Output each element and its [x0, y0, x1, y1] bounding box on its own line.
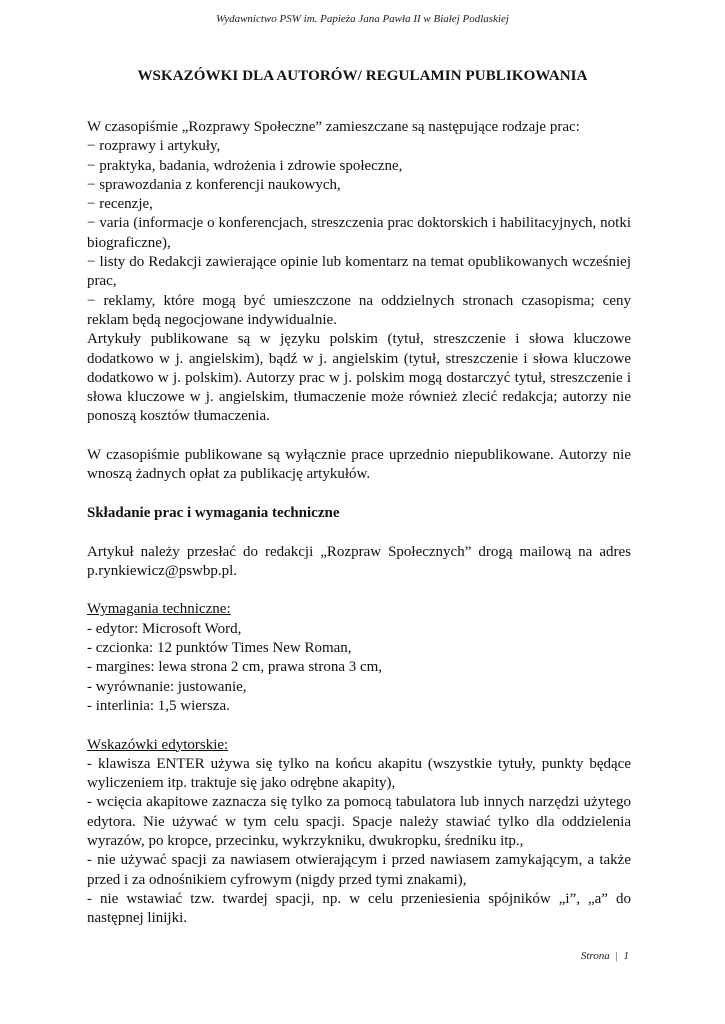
- page-footer: [581, 950, 629, 962]
- editorial-item: - nie wstawiać tzw. twardej spacji, np. w celu przeniesienia spójników „i”, „a” do następnej linijki.: [87, 890, 631, 927]
- page-number: 1: [623, 950, 629, 962]
- editorial-guidelines-heading: Wskazówki edytorskie:: [87, 736, 229, 753]
- unpublished-note: W czasopiśmie publikowane są wyłącznie prace uprzednio niepublikowane. Autorzy nie wnoszą żadnych opłat za publikację artykułów.: [87, 447, 631, 483]
- publication-type-item: − recenzje,: [87, 196, 153, 213]
- running-header: Wydawnictwo PSW im. Papieża Jana Pawła II w Białej Podlaskiej: [216, 13, 509, 25]
- language-note: Artykuły publikowane są w języku polskim (tytuł, streszczenie i słowa kluczowe dodatkowo w j. angielskim), bądź w j. angielskim (tytuł, streszczenie i słowa kluczowe dodatkowo w j. polskim). Autorzy prac w j. polskim mogą dostarczyć tytuł, streszczenie i słowa kluczowe w j. angielskim, tłumaczenie może również zlecić redakcja; autorzy nie ponoszą kosztów tłumaczenia.: [87, 331, 631, 425]
- spacer: [87, 427, 631, 446]
- technical-item: - interlinia: 1,5 wiersza.: [87, 697, 230, 714]
- publication-type-item: − varia (informacje o konferencjach, streszczenia prac doktorskich i habilitacyjnych, notki biograficzne),: [87, 215, 631, 251]
- spacer: [87, 523, 631, 542]
- technical-item: - czcionka: 12 punktów Times New Roman,: [87, 640, 352, 657]
- footer-separator: |: [615, 950, 618, 962]
- editorial-item: - nie używać spacji za nawiasem otwierającym i przed nawiasem zamykającym, a także przed i za odnośnikiem cyfrowym (nigdy przed tymi znakami),: [87, 852, 631, 888]
- technical-item: - edytor: Microsoft Word,: [87, 620, 242, 637]
- technical-item: - wyrównanie: justowanie,: [87, 678, 247, 695]
- spacer: [87, 485, 631, 504]
- spacer: [87, 581, 631, 600]
- submission-text: Artykuł należy przesłać do redakcji „Rozpraw Społecznych” drogą mailową na adres p.rynkiewicz@pswbp.pl.: [87, 543, 631, 579]
- publication-type-item: − rozprawy i artykuły,: [87, 138, 221, 155]
- publication-type-item: − praktyka, badania, wdrożenia i zdrowie społeczne,: [87, 157, 403, 174]
- editorial-item: - klawisza ENTER używa się tylko na końcu akapitu (wszystkie tytuły, punkty będące wyliczeniem itp. traktuje się jako odrębne akapity),: [87, 755, 631, 792]
- publication-type-item: − reklamy, które mogą być umieszczone na oddzielnych stronach czasopisma; ceny reklam będą negocjowane indywidualnie.: [87, 292, 631, 328]
- editorial-item: - wcięcia akapitowe zaznacza się tylko za pomocą tabulatora lub innych narzędzi użytego edytora. Nie używać w tym celu spacji. Spacje należy stawiać tylko dla oddzielenia wyrazów, po kropce, przecinku, wykrzykniku, dwukropku, średniku itp.,: [87, 794, 631, 849]
- technical-requirements-heading: Wymagania techniczne:: [87, 601, 231, 618]
- submission-heading: Składanie prac i wymagania techniczne: [87, 504, 340, 521]
- intro-lead: W czasopiśmie „Rozprawy Społeczne” zamieszczane są następujące rodzaje prac:: [87, 119, 580, 135]
- technical-item: - margines: lewa strona 2 cm, prawa strona 3 cm,: [87, 659, 383, 676]
- document-body: [87, 118, 631, 928]
- publication-type-item: − sprawozdania z konferencji naukowych,: [87, 176, 341, 193]
- footer-label: Strona: [580, 950, 610, 962]
- document-title: WSKAZÓWKI DLA AUTORÓW/ REGULAMIN PUBLIKOWANIA: [137, 68, 588, 84]
- publication-type-item: − listy do Redakcji zawierające opinie lub komentarz na temat opublikowanych wcześniej prac,: [87, 254, 631, 290]
- spacer: [87, 716, 631, 735]
